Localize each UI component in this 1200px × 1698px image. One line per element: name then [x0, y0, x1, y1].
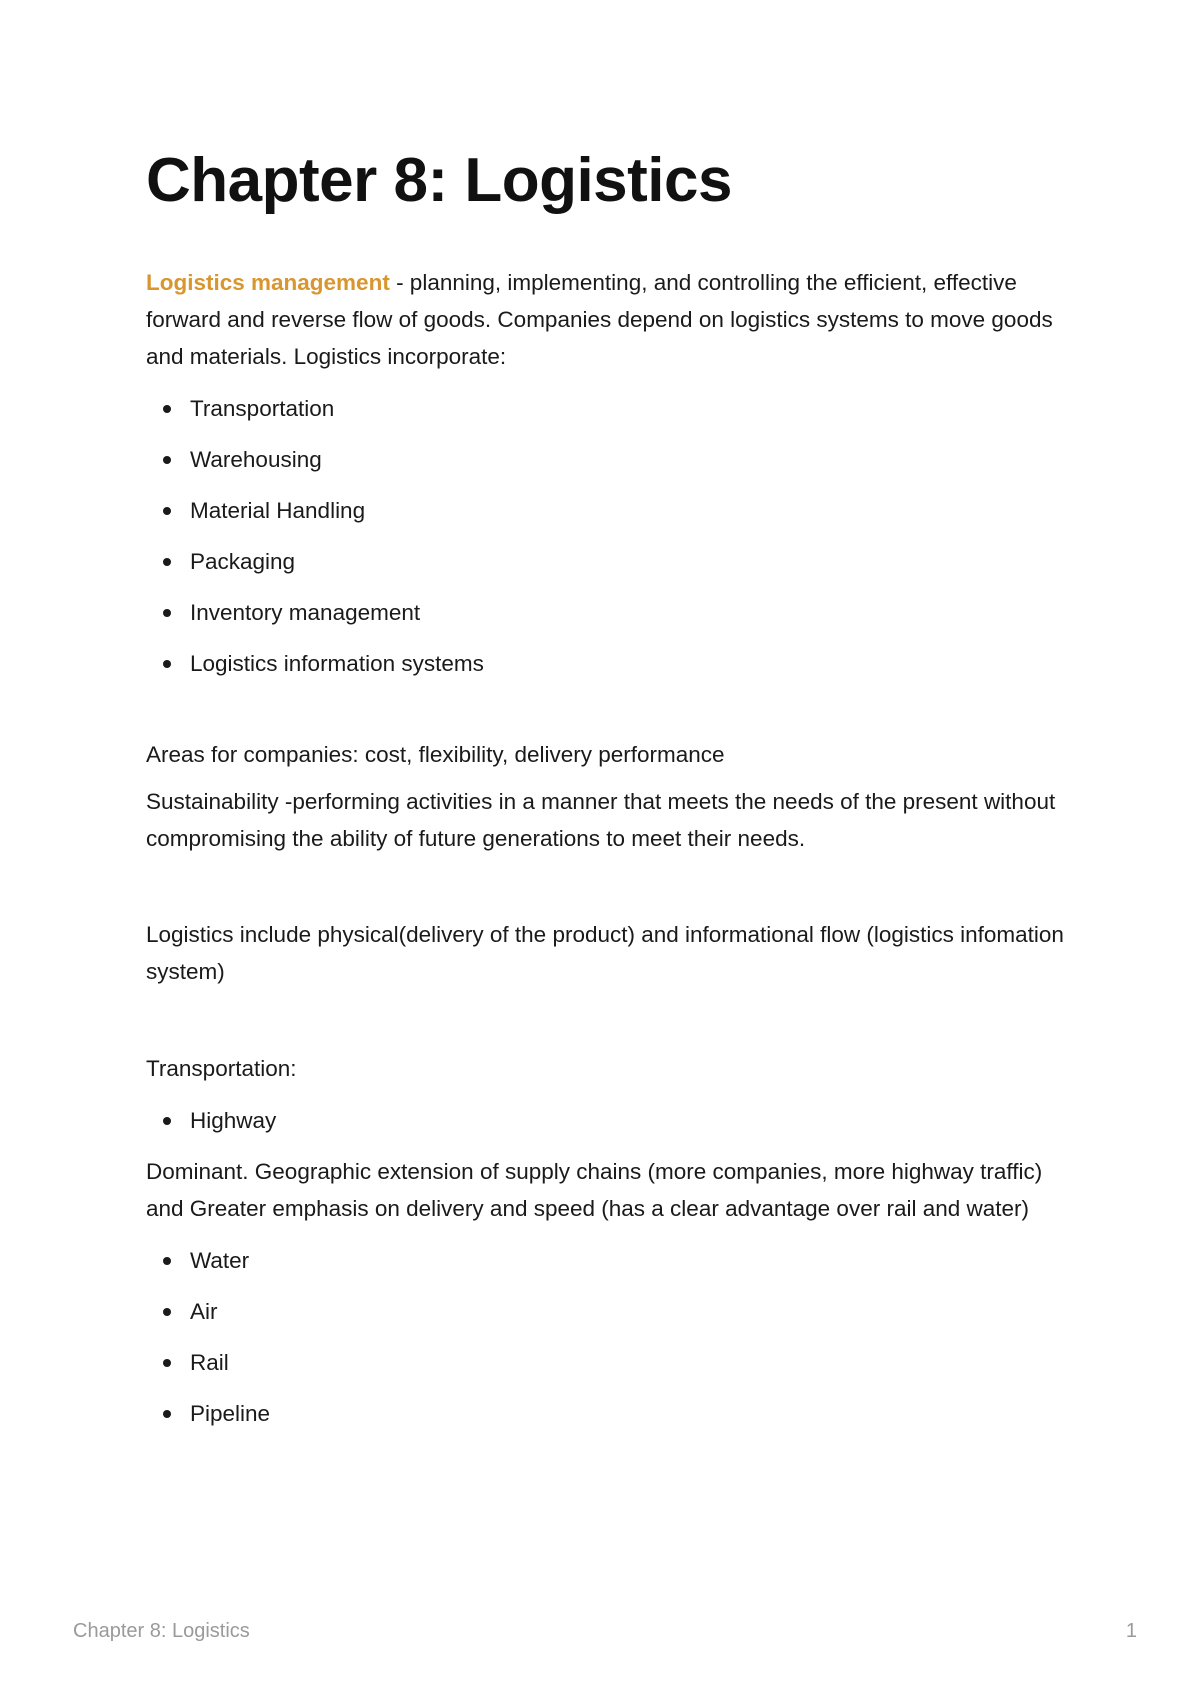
list-item: Warehousing	[146, 434, 1076, 485]
areas-paragraph: Areas for companies: cost, flexibility, delivery performance	[146, 742, 725, 767]
list-item: Packaging	[146, 536, 1076, 587]
intro-paragraph	[146, 264, 1076, 375]
page-title: Chapter 8: Logistics	[146, 146, 732, 215]
document-content	[146, 140, 1076, 1439]
dominant-paragraph: Dominant. Geographic extension of supply chains (more companies, more highway traffic) and Greater emphasis on delivery and speed (has a clear advantage over rail and water)	[146, 1159, 1043, 1221]
list-item: Pipeline	[146, 1388, 1076, 1439]
list-item: Inventory management	[146, 587, 1076, 638]
list-item: Logistics information systems	[146, 638, 1076, 689]
sustainability-paragraph: Sustainability -performing activities in a manner that meets the needs of the present without compromising the ability of future generations to meet their needs.	[146, 789, 1056, 851]
transport-list-rest	[146, 1235, 1076, 1439]
list-item: Material Handling	[146, 485, 1076, 536]
list-item: Highway	[146, 1095, 1076, 1146]
list-item: Transportation	[146, 383, 1076, 434]
footer-title: Chapter 8: Logistics	[73, 1620, 250, 1642]
transportation-heading: Transportation:	[146, 1056, 297, 1081]
intro-term: Logistics management	[146, 270, 390, 295]
components-list	[146, 383, 1076, 689]
include-paragraph: Logistics include physical(delivery of the product) and informational flow (logistics infomation system)	[146, 922, 1064, 984]
page-number: 1	[1125, 1620, 1137, 1642]
intro-text: - planning, implementing, and controlling the efficient, effective forward and reverse flow of goods. Companies depend on logistics systems to move goods and materials. Logistics incorporate:	[146, 270, 1053, 369]
page-footer	[73, 1620, 1137, 1650]
list-item: Water	[146, 1235, 1076, 1286]
list-item: Air	[146, 1286, 1076, 1337]
transport-list-first	[146, 1095, 1076, 1146]
list-item: Rail	[146, 1337, 1076, 1388]
